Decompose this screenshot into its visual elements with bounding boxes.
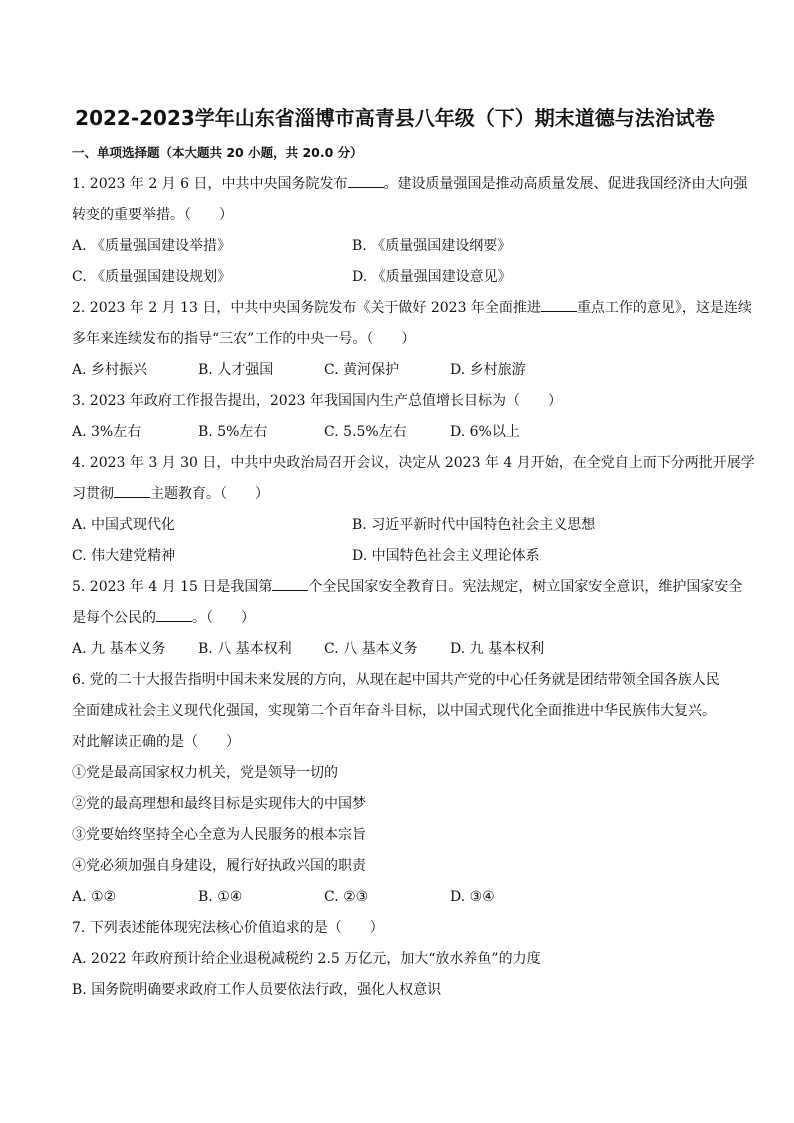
option-a: A. ①② [72,889,117,905]
option-row [72,231,722,262]
option-c: C. ②③ [324,889,369,905]
option-b: B. 国务院明确要求政府工作人员要依法行政，强化人权意识 [72,982,442,998]
question-stem-line: 6. 党的二十大报告指明中国未来发展的方向，从现在起中国共产党的中心任务就是团结带领全国各族人民 [72,672,720,688]
question-stem-line: 习贯彻 主题教育。（ ） [72,486,269,502]
question-stem-line: 是每个公民的 。（ ） [72,610,255,626]
question-7 [72,913,722,1006]
option-a: A. 乡村振兴 [72,362,148,378]
option-row [72,882,722,913]
option-d: D. 中国特色社会主义理论体系 [352,548,540,564]
option-row [72,417,722,448]
option-b: B. 5%左右 [198,424,268,440]
option-c: C. 《质量强国建设规划》 [72,269,232,285]
answer-blank [541,299,577,312]
option-row [72,541,722,572]
option-d: D. 《质量强国建设意见》 [352,269,512,285]
question-stem-line: 3. 2023 年政府工作报告提出，2023 年我国国内生产总值增长目标为（ ） [72,393,562,409]
option-row [72,634,722,665]
option-row [72,355,722,386]
option-d: D. 6%以上 [450,424,520,440]
statement-item: ④党必须加强自身建设，履行好执政兴国的职责 [72,858,366,874]
answer-blank [114,485,150,498]
exam-page [72,96,755,1006]
option-a: A. 3%左右 [72,424,142,440]
option-a: A. 《质量强国建设举措》 [72,238,232,254]
option-b: B. 人才强国 [198,362,274,378]
section-heading: 一、单项选择题（本大题共 20 小题，共 20.0 分） [72,145,363,160]
question-stem-line: 4. 2023 年 3 月 30 日，中共中央政治局召开会议，决定从 2023 年 4 月开始，在全党自上而下分两批开展学 [72,455,755,471]
option-b: B. 习近平新时代中国特色社会主义思想 [352,517,596,533]
question-stem-line: 2. 2023 年 2 月 13 日，中共中央国务院发布《关于做好 2023 年全面推进 重点工作的意见》，这是连续 [72,300,752,316]
question-stem-line: 多年来连续发布的指导“三农”工作的中央一号。（ ） [72,331,416,347]
option-b: B. 《质量强国建设纲要》 [352,238,512,254]
statement-item: ②党的最高理想和最终目标是实现伟大的中国梦 [72,796,366,812]
question-stem-line: 全面建成社会主义现代化强国，实现第二个百年奋斗目标，以中国式现代化全面推进中华民族伟大复兴。 [72,703,716,719]
option-b: B. ①④ [198,889,243,905]
option-d: D. ③④ [450,889,495,905]
option-a: A. 2022 年政府预计给企业退税减税约 2.5 万亿元，加大“放水养鱼”的力度 [72,951,541,967]
exam-title: 2022-2023学年山东省淄博市高青县八年级（下）期末道德与法治试卷 [75,106,715,130]
question-stem-line: 对此解读正确的是（ ） [72,734,240,750]
answer-blank [272,578,308,591]
question-2 [72,293,752,386]
option-a: A. 中国式现代化 [72,517,176,533]
question-3 [72,386,722,448]
question-5 [72,572,743,665]
question-stem-line: 转变的重要举措。（ ） [72,207,233,223]
question-6 [72,665,722,913]
answer-blank [156,609,192,622]
option-c: C. 5.5%左右 [324,424,407,440]
question-stem-line: 5. 2023 年 4 月 15 日是我国第 个全民国家安全教育日。宪法规定，树立国家安全意识，维护国家安全 [72,579,743,595]
option-d: D. 乡村旅游 [450,362,526,378]
option-c: C. 八 基本义务 [324,641,418,657]
option-b: B. 八 基本权利 [198,641,292,657]
option-c: C. 伟大建党精神 [72,548,176,564]
option-a: A. 九 基本义务 [72,641,166,657]
question-4 [72,448,755,572]
answer-blank [348,175,384,188]
option-c: C. 黄河保护 [324,362,400,378]
statement-item: ③党要始终坚持全心全意为人民服务的根本宗旨 [72,827,366,843]
question-stem-line: 1. 2023 年 2 月 6 日，中共中央国务院发布 。建设质量强国是推动高质量发展、促进我国经济由大向强 [72,176,748,192]
option-d: D. 九 基本权利 [450,641,545,657]
question-stem-line: 7. 下列表述能体现宪法核心价值追求的是（ ） [72,920,384,936]
statement-item: ①党是最高国家权力机关，党是领导一切的 [72,765,338,781]
option-row [72,262,722,293]
question-1 [72,169,748,293]
option-row [72,510,722,541]
